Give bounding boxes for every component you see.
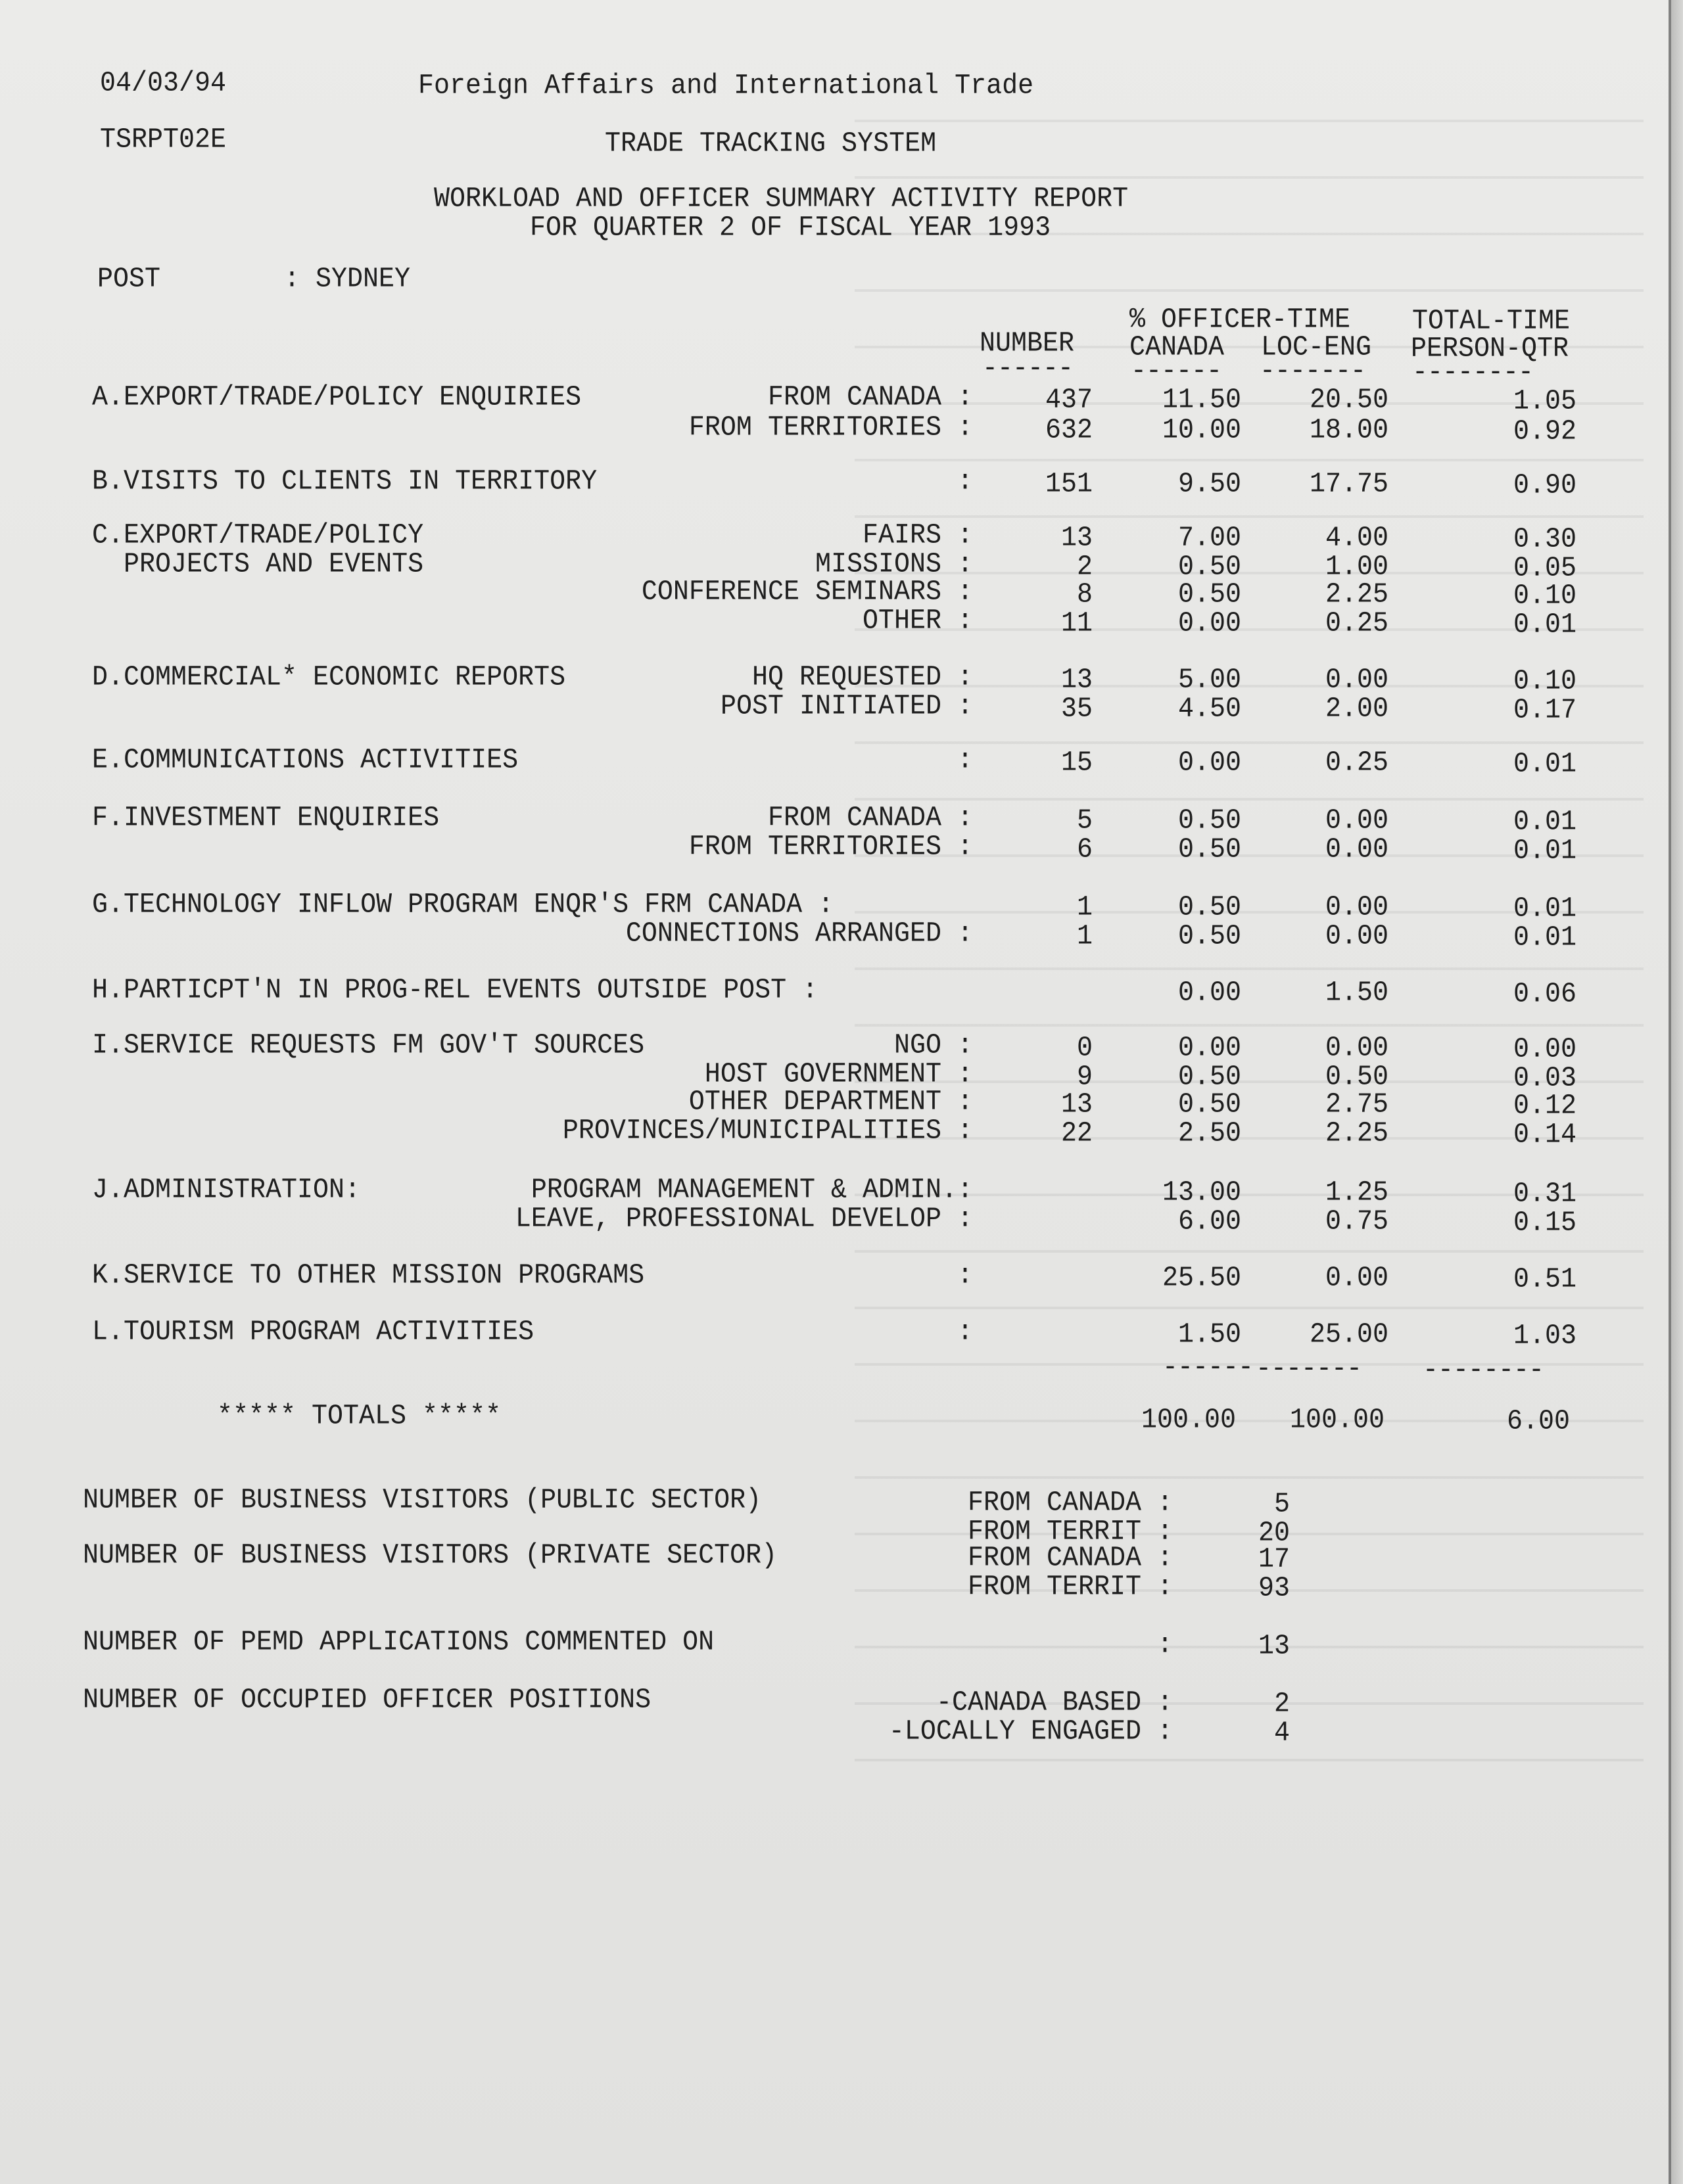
row-section-label: L.TOURISM PROGRAM ACTIVITIES <box>92 1316 534 1349</box>
row-section-label: B.VISITS TO CLIENTS IN TERRITORY <box>92 466 598 498</box>
report-id: TSRPT02E <box>100 124 227 156</box>
col-person-qtr: PERSON-QTR <box>1411 333 1569 365</box>
col-canada: CANADA <box>1129 332 1225 364</box>
row-person-qtr: 0.17 <box>1513 695 1576 727</box>
row-person-qtr: 0.01 <box>1513 749 1576 781</box>
system-name: TRADE TRACKING SYSTEM <box>605 128 937 160</box>
row-number: 15 <box>1060 747 1093 779</box>
row-section-label: PROJECTS AND EVENTS <box>92 549 424 581</box>
row-person-qtr: 0.51 <box>1513 1264 1576 1296</box>
col-total-time: TOTAL-TIME <box>1412 306 1571 338</box>
row-sub-label: HOST GOVERNMENT : <box>704 1059 973 1091</box>
post-value: : SYDNEY <box>284 264 411 296</box>
row-sub-label: LEAVE, PROFESSIONAL DEVELOP : <box>515 1203 973 1236</box>
summary-value: 20 <box>1258 1518 1290 1550</box>
row-loc-eng-pct: 0.00 <box>1325 1033 1388 1065</box>
col-number: NUMBER <box>980 328 1075 360</box>
row-person-qtr: 0.01 <box>1513 609 1576 641</box>
row-loc-eng-pct: 1.50 <box>1325 977 1388 1010</box>
summary-sub-label: FROM TERRIT : <box>967 1571 1173 1604</box>
summary-label: NUMBER OF BUSINESS VISITORS (PUBLIC SECTOR) <box>83 1485 762 1517</box>
row-loc-eng-pct: 25.00 <box>1309 1319 1388 1351</box>
row-loc-eng-pct: 0.75 <box>1325 1206 1388 1238</box>
row-sub-label: NGO : <box>893 1030 973 1062</box>
row-section-label: J.ADMINISTRATION: <box>92 1174 361 1207</box>
row-person-qtr: 0.31 <box>1513 1178 1576 1211</box>
row-canada-pct: 0.50 <box>1177 834 1241 866</box>
summary-sub-label: FROM TERRIT : <box>967 1516 1173 1548</box>
row-canada-pct: 0.50 <box>1177 1061 1241 1094</box>
row-loc-eng-pct: 0.00 <box>1325 664 1388 697</box>
row-loc-eng-pct: 2.25 <box>1325 1118 1388 1150</box>
row-person-qtr: 0.10 <box>1513 666 1576 698</box>
row-canada-pct: 13.00 <box>1162 1177 1241 1209</box>
row-loc-eng-pct: 2.75 <box>1325 1089 1388 1121</box>
row-number: 5 <box>1076 805 1093 837</box>
post-label: POST <box>97 264 161 296</box>
row-loc-eng-pct: 0.25 <box>1325 608 1388 640</box>
row-canada-pct: 0.50 <box>1177 805 1241 837</box>
col-loc-eng-rule: ------- <box>1260 356 1366 388</box>
row-person-qtr: 0.01 <box>1513 835 1576 868</box>
report-title: WORKLOAD AND OFFICER SUMMARY ACTIVITY REPORT <box>434 183 1129 216</box>
row-sub-label: : <box>957 466 973 498</box>
row-person-qtr: 0.92 <box>1513 416 1576 448</box>
row-canada-pct: 2.50 <box>1177 1118 1241 1150</box>
row-sub-label: FROM CANADA : <box>767 382 973 414</box>
row-sub-label: FAIRS : <box>862 520 973 552</box>
row-number: 9 <box>1076 1061 1093 1094</box>
col-canada-rule: ------ <box>1131 356 1222 388</box>
row-loc-eng-pct: 0.50 <box>1325 1061 1388 1094</box>
row-person-qtr: 0.12 <box>1513 1090 1576 1123</box>
row-number: 11 <box>1060 608 1093 640</box>
row-person-qtr: 0.10 <box>1513 580 1576 613</box>
report-date: 04/03/94 <box>100 68 227 100</box>
row-loc-eng-pct: 0.00 <box>1325 805 1388 837</box>
row-loc-eng-pct: 0.00 <box>1325 1263 1388 1295</box>
row-sub-label: : <box>957 1316 973 1349</box>
row-number: 13 <box>1060 1089 1093 1121</box>
row-person-qtr: 1.05 <box>1513 386 1576 418</box>
row-loc-eng-pct: 2.25 <box>1325 579 1388 611</box>
summary-value: 17 <box>1258 1544 1290 1576</box>
row-number: 2 <box>1076 551 1093 584</box>
row-canada-pct: 0.50 <box>1177 551 1241 584</box>
row-canada-pct: 25.50 <box>1162 1263 1241 1295</box>
row-person-qtr: 0.03 <box>1513 1063 1576 1095</box>
summary-value: 5 <box>1273 1489 1290 1521</box>
row-loc-eng-pct: 4.00 <box>1325 523 1388 555</box>
row-sub-label: FROM TERRITORIES : <box>688 831 973 864</box>
totals-loc-eng: 100.00 <box>1289 1405 1385 1437</box>
row-sub-label: POST INITIATED : <box>720 691 973 723</box>
row-sub-label: HQ REQUESTED : <box>751 662 973 694</box>
row-sub-label: PROGRAM MANAGEMENT & ADMIN.: <box>531 1174 973 1207</box>
row-person-qtr: 0.90 <box>1513 470 1576 502</box>
row-canada-pct: 0.50 <box>1177 579 1241 611</box>
row-number: 22 <box>1060 1118 1093 1150</box>
row-canada-pct: 0.50 <box>1177 892 1241 924</box>
summary-sub-label: FROM CANADA : <box>967 1487 1173 1520</box>
row-number: 0 <box>1076 1033 1093 1065</box>
row-sub-label: CONNECTIONS ARRANGED : <box>625 918 973 950</box>
row-section-label: H.PARTICPT'N IN PROG-REL EVENTS OUTSIDE POST : <box>92 975 818 1007</box>
row-section-label: A.EXPORT/TRADE/POLICY ENQUIRIES <box>92 382 582 414</box>
summary-sub-label: -CANADA BASED : <box>936 1687 1173 1719</box>
row-sub-label: OTHER : <box>862 605 973 638</box>
row-person-qtr: 0.01 <box>1513 922 1576 954</box>
row-sub-label: : <box>957 745 973 777</box>
row-canada-pct: 0.00 <box>1177 977 1241 1010</box>
row-canada-pct: 0.50 <box>1177 1089 1241 1121</box>
summary-label: NUMBER OF OCCUPIED OFFICER POSITIONS <box>83 1684 652 1717</box>
summary-label: NUMBER OF PEMD APPLICATIONS COMMENTED ON <box>83 1627 715 1659</box>
row-canada-pct: 11.50 <box>1162 384 1241 417</box>
row-canada-pct: 9.50 <box>1177 469 1241 501</box>
row-canada-pct: 5.00 <box>1177 664 1241 697</box>
row-person-qtr: 1.03 <box>1513 1320 1576 1353</box>
col-person-qtr-rule: -------- <box>1412 357 1534 389</box>
row-person-qtr: 0.00 <box>1513 1034 1576 1066</box>
summary-value: 13 <box>1258 1631 1290 1663</box>
totals-canada-rule: ------ <box>1162 1352 1254 1384</box>
row-number: 632 <box>1045 415 1093 447</box>
department-name: Foreign Affairs and International Trade <box>418 70 1034 103</box>
row-sub-label: FROM CANADA : <box>767 802 973 835</box>
row-sub-label: PROVINCES/MUNICIPALITIES : <box>562 1115 973 1148</box>
row-sub-label: : <box>957 1260 973 1292</box>
col-number-rule: ------ <box>982 353 1074 385</box>
page-edge-shadow <box>1671 0 1683 2184</box>
summary-value: 2 <box>1273 1688 1290 1721</box>
row-loc-eng-pct: 17.75 <box>1309 469 1388 501</box>
summary-sub-label: -LOCALLY ENGAGED : <box>888 1716 1173 1748</box>
row-loc-eng-pct: 0.00 <box>1325 921 1388 953</box>
row-section-label: F.INVESTMENT ENQUIRIES <box>92 802 440 835</box>
totals-canada: 100.00 <box>1141 1405 1236 1437</box>
totals-loc-eng-rule: ------- <box>1256 1353 1362 1385</box>
row-loc-eng-pct: 1.00 <box>1325 551 1388 584</box>
summary-value: 4 <box>1273 1717 1290 1750</box>
row-person-qtr: 0.01 <box>1513 893 1576 925</box>
row-person-qtr: 0.01 <box>1513 806 1576 839</box>
row-sub-label: FROM TERRITORIES : <box>688 412 973 444</box>
row-canada-pct: 4.50 <box>1177 693 1241 726</box>
row-number: 151 <box>1045 469 1093 501</box>
summary-label: NUMBER OF BUSINESS VISITORS (PRIVATE SECTOR) <box>83 1540 778 1572</box>
row-number: 1 <box>1076 892 1093 924</box>
summary-value: 93 <box>1258 1573 1290 1605</box>
row-sub-label: OTHER DEPARTMENT : <box>688 1086 973 1119</box>
row-loc-eng-pct: 0.00 <box>1325 834 1388 866</box>
row-section-label: K.SERVICE TO OTHER MISSION PROGRAMS <box>92 1260 645 1292</box>
row-sub-label: MISSIONS : <box>815 549 973 581</box>
row-number: 8 <box>1076 579 1093 611</box>
row-section-label: C.EXPORT/TRADE/POLICY <box>92 520 424 552</box>
row-canada-pct: 7.00 <box>1177 523 1241 555</box>
row-person-qtr: 0.06 <box>1513 979 1576 1011</box>
row-canada-pct: 6.00 <box>1177 1206 1241 1238</box>
row-loc-eng-pct: 18.00 <box>1309 415 1388 447</box>
row-section-label: I.SERVICE REQUESTS FM GOV'T SOURCES <box>92 1030 645 1062</box>
row-loc-eng-pct: 1.25 <box>1325 1177 1388 1209</box>
summary-sub-label: : <box>1156 1629 1173 1661</box>
row-person-qtr: 0.05 <box>1513 553 1576 585</box>
row-number: 13 <box>1060 523 1093 555</box>
row-number: 437 <box>1045 384 1093 417</box>
row-loc-eng-pct: 2.00 <box>1325 693 1388 726</box>
row-loc-eng-pct: 0.25 <box>1325 747 1388 779</box>
row-person-qtr: 0.15 <box>1513 1207 1576 1240</box>
row-loc-eng-pct: 20.50 <box>1309 384 1388 417</box>
row-canada-pct: 1.50 <box>1177 1319 1241 1351</box>
row-canada-pct: 0.00 <box>1177 608 1241 640</box>
report-subtitle: FOR QUARTER 2 OF FISCAL YEAR 1993 <box>530 212 1051 244</box>
row-canada-pct: 0.00 <box>1177 747 1241 779</box>
row-canada-pct: 0.50 <box>1177 921 1241 953</box>
row-person-qtr: 0.14 <box>1513 1119 1576 1151</box>
row-number: 13 <box>1060 664 1093 697</box>
row-sub-label: CONFERENCE SEMINARS : <box>641 576 973 609</box>
row-person-qtr: 0.30 <box>1513 524 1576 556</box>
summary-sub-label: FROM CANADA : <box>967 1543 1173 1575</box>
row-loc-eng-pct: 0.00 <box>1325 892 1388 924</box>
col-pct-officer-time: % OFFICER-TIME <box>1129 304 1351 337</box>
row-number: 6 <box>1076 834 1093 866</box>
row-canada-pct: 0.00 <box>1177 1033 1241 1065</box>
totals-person-qtr-rule: -------- <box>1423 1355 1544 1387</box>
row-section-label: E.COMMUNICATIONS ACTIVITIES <box>92 745 519 777</box>
totals-label: ***** TOTALS ***** <box>217 1401 502 1433</box>
row-section-label: D.COMMERCIAL* ECONOMIC REPORTS <box>92 662 566 694</box>
row-number: 1 <box>1076 921 1093 953</box>
totals-person-qtr: 6.00 <box>1506 1406 1570 1438</box>
row-number: 35 <box>1060 693 1093 726</box>
row-canada-pct: 10.00 <box>1162 415 1241 447</box>
col-loc-eng: LOC-ENG <box>1261 332 1372 364</box>
row-section-label: G.TECHNOLOGY INFLOW PROGRAM ENQR'S FRM CANADA : <box>92 889 834 921</box>
